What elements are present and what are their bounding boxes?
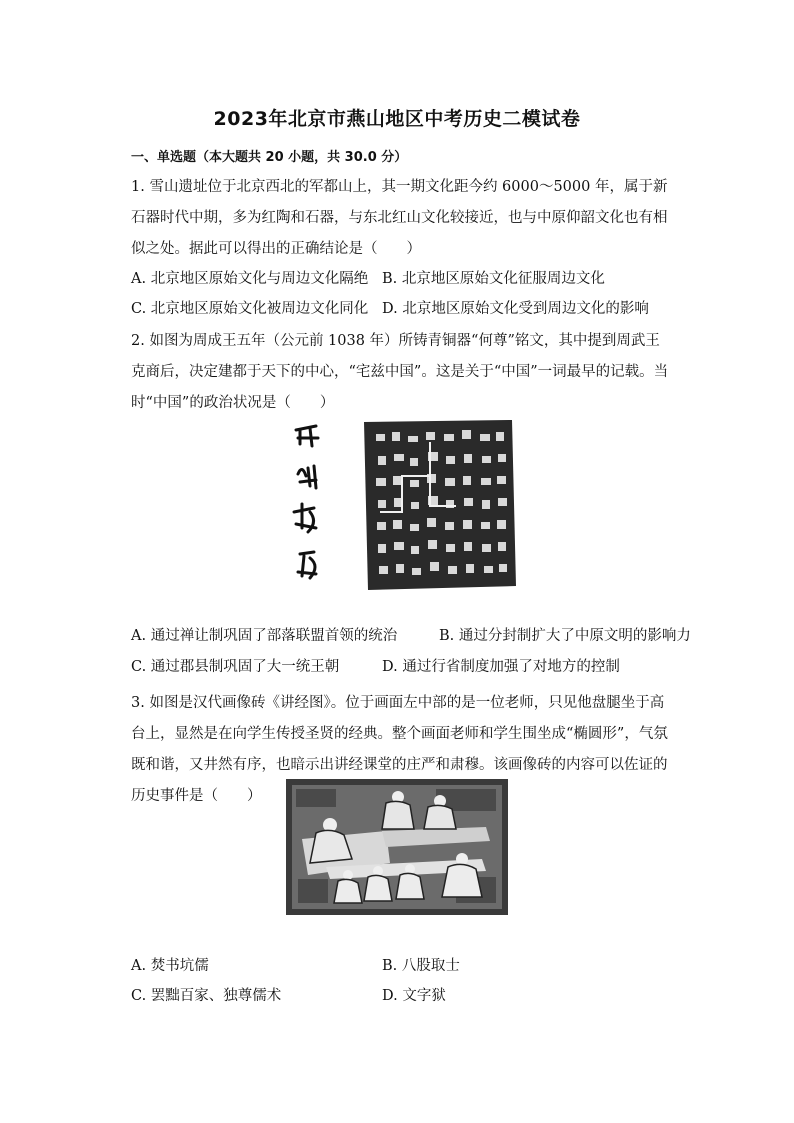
q1-option-b: B. 北京地区原始文化征服周边文化 <box>382 271 605 287</box>
question-3-text: 3. 如图是汉代画像砖《讲经图》。位于画面左中部的是一位老师，只见他盘腿坐于高台上，显然是在向学生传授圣贤的经典。整个画面老师和学生围坐成“椭圆形”，气氛既和谐，又井然有序，也暗示出讲经课堂的庄严和肃穆。该画像砖的内容可以佐证的历史事件是（ ） <box>131 695 668 804</box>
q2-option-c: C. 通过郡县制巩固了大一统王朝 <box>131 659 340 675</box>
q3-option-c: C. 罢黜百家、独尊儒术 <box>131 988 282 1004</box>
q1-option-a: A. 北京地区原始文化与周边文化隔绝 <box>131 271 369 287</box>
q1-option-d: D. 北京地区原始文化受到周边文化的影响 <box>382 301 649 317</box>
page-title: 2023年北京市燕山地区中考历史二模试卷 <box>213 108 581 130</box>
q1-option-c: C. 北京地区原始文化被周边文化同化 <box>131 301 369 317</box>
question-2-text: 2. 如图为周成王五年（公元前 1038 年）所铸青铜器“何尊”铭文，其中提到周武王克商后，决定建都于天下的中心，“宅兹中国”。这是关于“中国”一词最早的记载。当时“中国”的政治状况是（ ） <box>131 333 669 411</box>
han-brick-lecture-image <box>286 779 508 915</box>
he-zun-inscription-image <box>280 416 520 592</box>
q3-option-a: A. 焚书坑儒 <box>131 958 209 974</box>
q3-option-d: D. 文字狱 <box>382 988 446 1004</box>
q2-option-b: B. 通过分封制扩大了中原文明的影响力 <box>439 628 691 644</box>
section-heading: 一、单选题（本大题共 20 小题，共 30.0 分） <box>131 150 408 165</box>
q3-option-b: B. 八股取士 <box>382 958 460 974</box>
question-1-text: 1. 雪山遗址位于北京西北的军都山上，其一期文化距今约 6000～5000 年，属于新石器时代中期，多为红陶和石器，与东北红山文化较接近，也与中原仰韶文化也有相似之处。据此可以得出的正确结论是（ ） <box>131 179 668 257</box>
q2-option-d: D. 通过行省制度加强了对地方的控制 <box>382 659 620 675</box>
q2-option-a: A. 通过禅让制巩固了部落联盟首领的统治 <box>131 628 398 644</box>
